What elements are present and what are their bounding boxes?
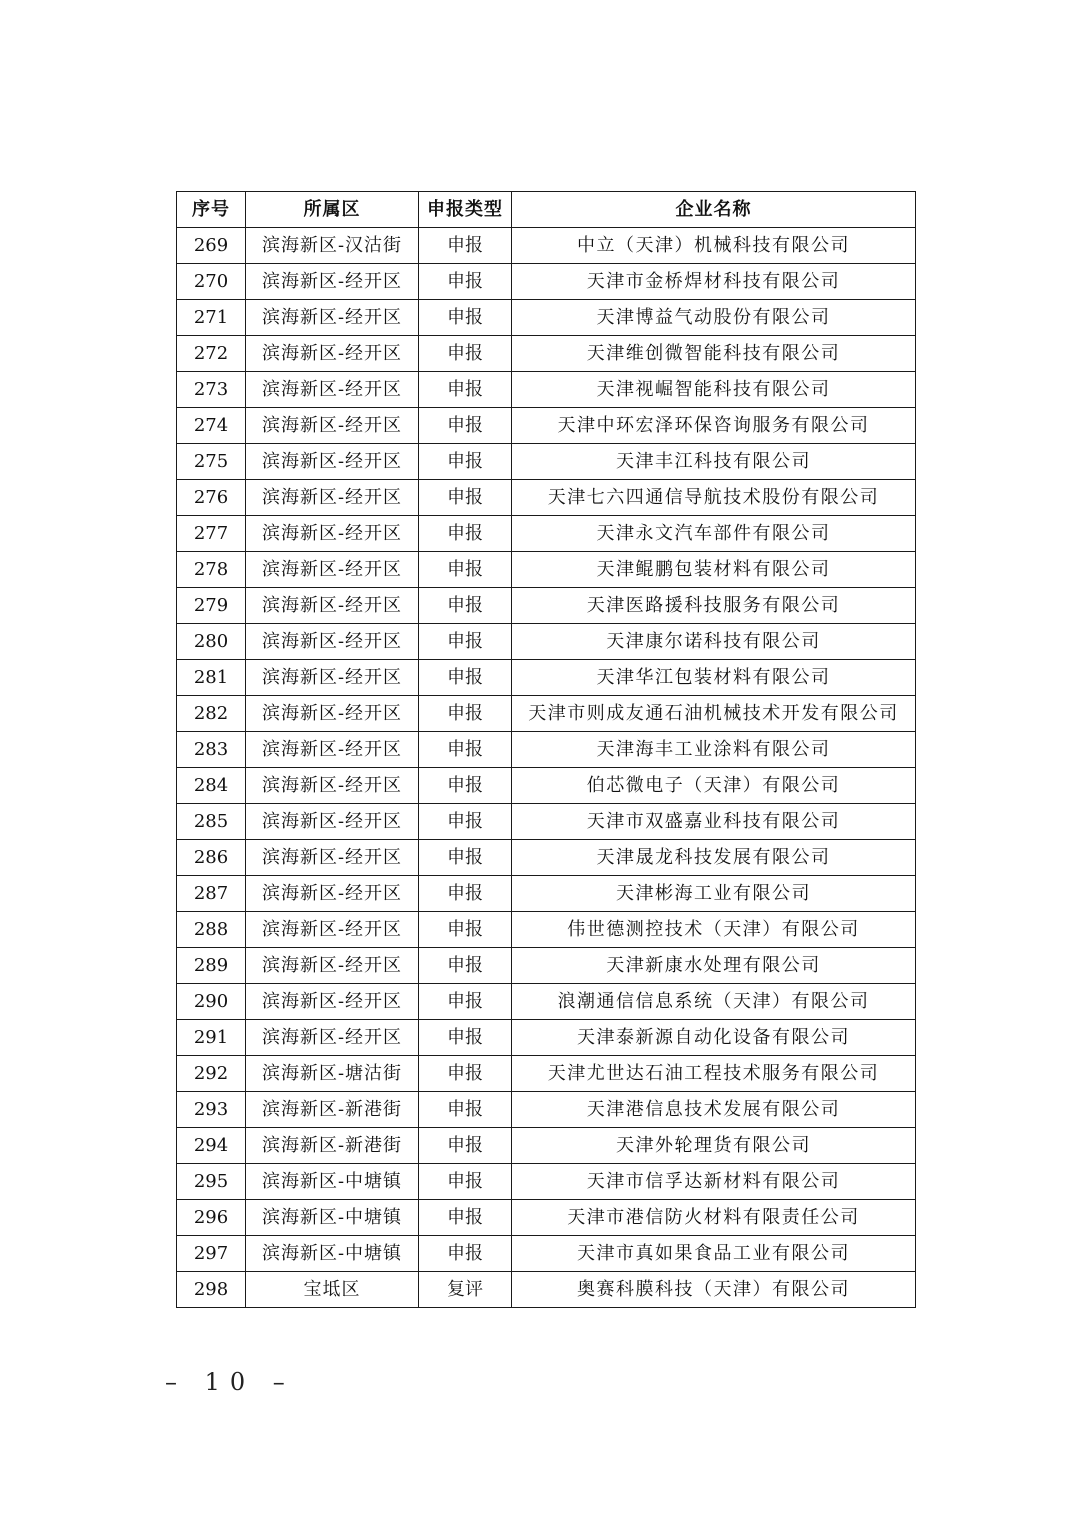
cell-serial-number: 283 [177, 732, 246, 768]
cell-company-name: 天津尤世达石油工程技术服务有限公司 [512, 1056, 916, 1092]
cell-district: 滨海新区-经开区 [246, 840, 419, 876]
cell-application-type: 申报 [419, 516, 512, 552]
cell-serial-number: 271 [177, 300, 246, 336]
cell-district: 滨海新区-经开区 [246, 372, 419, 408]
enterprise-list-table [176, 191, 916, 1308]
table-row [177, 228, 916, 264]
cell-company-name: 伯芯微电子（天津）有限公司 [512, 768, 916, 804]
table-row [177, 552, 916, 588]
cell-district: 滨海新区-经开区 [246, 336, 419, 372]
cell-serial-number: 294 [177, 1128, 246, 1164]
cell-serial-number: 276 [177, 480, 246, 516]
cell-district: 滨海新区-经开区 [246, 876, 419, 912]
cell-district: 滨海新区-汉沽街 [246, 228, 419, 264]
table-row [177, 1020, 916, 1056]
cell-application-type: 申报 [419, 1200, 512, 1236]
cell-serial-number: 280 [177, 624, 246, 660]
cell-serial-number: 291 [177, 1020, 246, 1056]
cell-company-name: 天津泰新源自动化设备有限公司 [512, 1020, 916, 1056]
cell-serial-number: 295 [177, 1164, 246, 1200]
cell-district: 滨海新区-经开区 [246, 408, 419, 444]
cell-district: 滨海新区-经开区 [246, 948, 419, 984]
cell-district: 滨海新区-经开区 [246, 444, 419, 480]
cell-serial-number: 293 [177, 1092, 246, 1128]
cell-company-name: 天津港信息技术发展有限公司 [512, 1092, 916, 1128]
cell-serial-number: 297 [177, 1236, 246, 1272]
cell-company-name: 天津市真如果食品工业有限公司 [512, 1236, 916, 1272]
cell-company-name: 天津康尔诺科技有限公司 [512, 624, 916, 660]
header-serial-number: 序号 [177, 192, 246, 228]
cell-application-type: 申报 [419, 228, 512, 264]
cell-serial-number: 279 [177, 588, 246, 624]
cell-district: 滨海新区-经开区 [246, 660, 419, 696]
header-district: 所属区 [246, 192, 419, 228]
table-row [177, 732, 916, 768]
table-row [177, 876, 916, 912]
cell-district: 滨海新区-中塘镇 [246, 1200, 419, 1236]
cell-company-name: 天津新康水处理有限公司 [512, 948, 916, 984]
cell-application-type: 申报 [419, 1056, 512, 1092]
cell-serial-number: 274 [177, 408, 246, 444]
cell-serial-number: 296 [177, 1200, 246, 1236]
cell-application-type: 申报 [419, 588, 512, 624]
cell-serial-number: 281 [177, 660, 246, 696]
cell-application-type: 申报 [419, 408, 512, 444]
table-row [177, 660, 916, 696]
cell-district: 滨海新区-经开区 [246, 984, 419, 1020]
cell-serial-number: 269 [177, 228, 246, 264]
cell-district: 滨海新区-新港街 [246, 1092, 419, 1128]
table-row [177, 1200, 916, 1236]
table-row [177, 1128, 916, 1164]
cell-district: 滨海新区-经开区 [246, 768, 419, 804]
table-row [177, 300, 916, 336]
cell-company-name: 天津市双盛嘉业科技有限公司 [512, 804, 916, 840]
cell-serial-number: 278 [177, 552, 246, 588]
table-body [177, 228, 916, 1308]
cell-company-name: 天津维创微智能科技有限公司 [512, 336, 916, 372]
cell-district: 滨海新区-经开区 [246, 552, 419, 588]
cell-serial-number: 284 [177, 768, 246, 804]
cell-application-type: 申报 [419, 840, 512, 876]
cell-district: 滨海新区-经开区 [246, 804, 419, 840]
table-row [177, 336, 916, 372]
cell-district: 滨海新区-经开区 [246, 732, 419, 768]
cell-district: 滨海新区-经开区 [246, 624, 419, 660]
table-row [177, 480, 916, 516]
cell-company-name: 天津医路援科技服务有限公司 [512, 588, 916, 624]
table-row [177, 444, 916, 480]
cell-serial-number: 289 [177, 948, 246, 984]
cell-serial-number: 273 [177, 372, 246, 408]
table-row [177, 264, 916, 300]
table-header-row [177, 192, 916, 228]
table-row [177, 372, 916, 408]
cell-district: 滨海新区-经开区 [246, 912, 419, 948]
cell-serial-number: 270 [177, 264, 246, 300]
page-number: – 10 – [165, 1368, 295, 1396]
cell-company-name: 天津鲲鹏包装材料有限公司 [512, 552, 916, 588]
cell-district: 滨海新区-经开区 [246, 516, 419, 552]
cell-district: 滨海新区-经开区 [246, 588, 419, 624]
cell-district: 滨海新区-新港街 [246, 1128, 419, 1164]
table-row [177, 696, 916, 732]
table-row [177, 804, 916, 840]
cell-application-type: 申报 [419, 552, 512, 588]
table-row [177, 624, 916, 660]
table-row [177, 1236, 916, 1272]
table-row [177, 948, 916, 984]
cell-district: 滨海新区-经开区 [246, 696, 419, 732]
cell-serial-number: 288 [177, 912, 246, 948]
cell-application-type: 申报 [419, 984, 512, 1020]
cell-application-type: 申报 [419, 1020, 512, 1056]
cell-district: 宝坻区 [246, 1272, 419, 1308]
table-row [177, 1164, 916, 1200]
cell-application-type: 申报 [419, 624, 512, 660]
table-row [177, 984, 916, 1020]
cell-district: 滨海新区-中塘镇 [246, 1236, 419, 1272]
table-row [177, 1092, 916, 1128]
cell-company-name: 天津晟龙科技发展有限公司 [512, 840, 916, 876]
cell-company-name: 伟世德测控技术（天津）有限公司 [512, 912, 916, 948]
cell-company-name: 中立（天津）机械科技有限公司 [512, 228, 916, 264]
cell-application-type: 申报 [419, 1092, 512, 1128]
table-row [177, 912, 916, 948]
table-row [177, 588, 916, 624]
cell-company-name: 天津丰江科技有限公司 [512, 444, 916, 480]
cell-company-name: 天津彬海工业有限公司 [512, 876, 916, 912]
table-row [177, 768, 916, 804]
cell-company-name: 天津视崛智能科技有限公司 [512, 372, 916, 408]
cell-serial-number: 272 [177, 336, 246, 372]
header-company-name: 企业名称 [512, 192, 916, 228]
cell-serial-number: 298 [177, 1272, 246, 1308]
cell-serial-number: 290 [177, 984, 246, 1020]
cell-district: 滨海新区-塘沽街 [246, 1056, 419, 1092]
table-row [177, 840, 916, 876]
cell-serial-number: 275 [177, 444, 246, 480]
cell-application-type: 复评 [419, 1272, 512, 1308]
cell-company-name: 浪潮通信信息系统（天津）有限公司 [512, 984, 916, 1020]
table-row [177, 408, 916, 444]
cell-company-name: 天津中环宏泽环保咨询服务有限公司 [512, 408, 916, 444]
cell-application-type: 申报 [419, 1236, 512, 1272]
cell-application-type: 申报 [419, 696, 512, 732]
cell-company-name: 奥赛科膜科技（天津）有限公司 [512, 1272, 916, 1308]
cell-application-type: 申报 [419, 480, 512, 516]
cell-application-type: 申报 [419, 660, 512, 696]
cell-serial-number: 282 [177, 696, 246, 732]
cell-application-type: 申报 [419, 300, 512, 336]
cell-company-name: 天津市则成友通石油机械技术开发有限公司 [512, 696, 916, 732]
cell-application-type: 申报 [419, 444, 512, 480]
cell-company-name: 天津市金桥焊材科技有限公司 [512, 264, 916, 300]
cell-district: 滨海新区-经开区 [246, 264, 419, 300]
cell-district: 滨海新区-经开区 [246, 300, 419, 336]
table-row [177, 1272, 916, 1308]
cell-serial-number: 285 [177, 804, 246, 840]
cell-company-name: 天津博益气动股份有限公司 [512, 300, 916, 336]
cell-district: 滨海新区-中塘镇 [246, 1164, 419, 1200]
cell-application-type: 申报 [419, 876, 512, 912]
cell-district: 滨海新区-经开区 [246, 1020, 419, 1056]
cell-application-type: 申报 [419, 732, 512, 768]
cell-serial-number: 292 [177, 1056, 246, 1092]
cell-company-name: 天津外轮理货有限公司 [512, 1128, 916, 1164]
cell-application-type: 申报 [419, 336, 512, 372]
cell-serial-number: 277 [177, 516, 246, 552]
table-row [177, 1056, 916, 1092]
cell-application-type: 申报 [419, 912, 512, 948]
cell-application-type: 申报 [419, 1164, 512, 1200]
cell-application-type: 申报 [419, 768, 512, 804]
cell-serial-number: 286 [177, 840, 246, 876]
cell-district: 滨海新区-经开区 [246, 480, 419, 516]
cell-company-name: 天津海丰工业涂料有限公司 [512, 732, 916, 768]
table-row [177, 516, 916, 552]
cell-application-type: 申报 [419, 1128, 512, 1164]
cell-application-type: 申报 [419, 804, 512, 840]
cell-application-type: 申报 [419, 948, 512, 984]
cell-company-name: 天津华江包装材料有限公司 [512, 660, 916, 696]
cell-company-name: 天津市港信防火材料有限责任公司 [512, 1200, 916, 1236]
cell-serial-number: 287 [177, 876, 246, 912]
cell-company-name: 天津永文汽车部件有限公司 [512, 516, 916, 552]
cell-company-name: 天津七六四通信导航技术股份有限公司 [512, 480, 916, 516]
cell-application-type: 申报 [419, 264, 512, 300]
header-application-type: 申报类型 [419, 192, 512, 228]
cell-application-type: 申报 [419, 372, 512, 408]
cell-company-name: 天津市信孚达新材料有限公司 [512, 1164, 916, 1200]
